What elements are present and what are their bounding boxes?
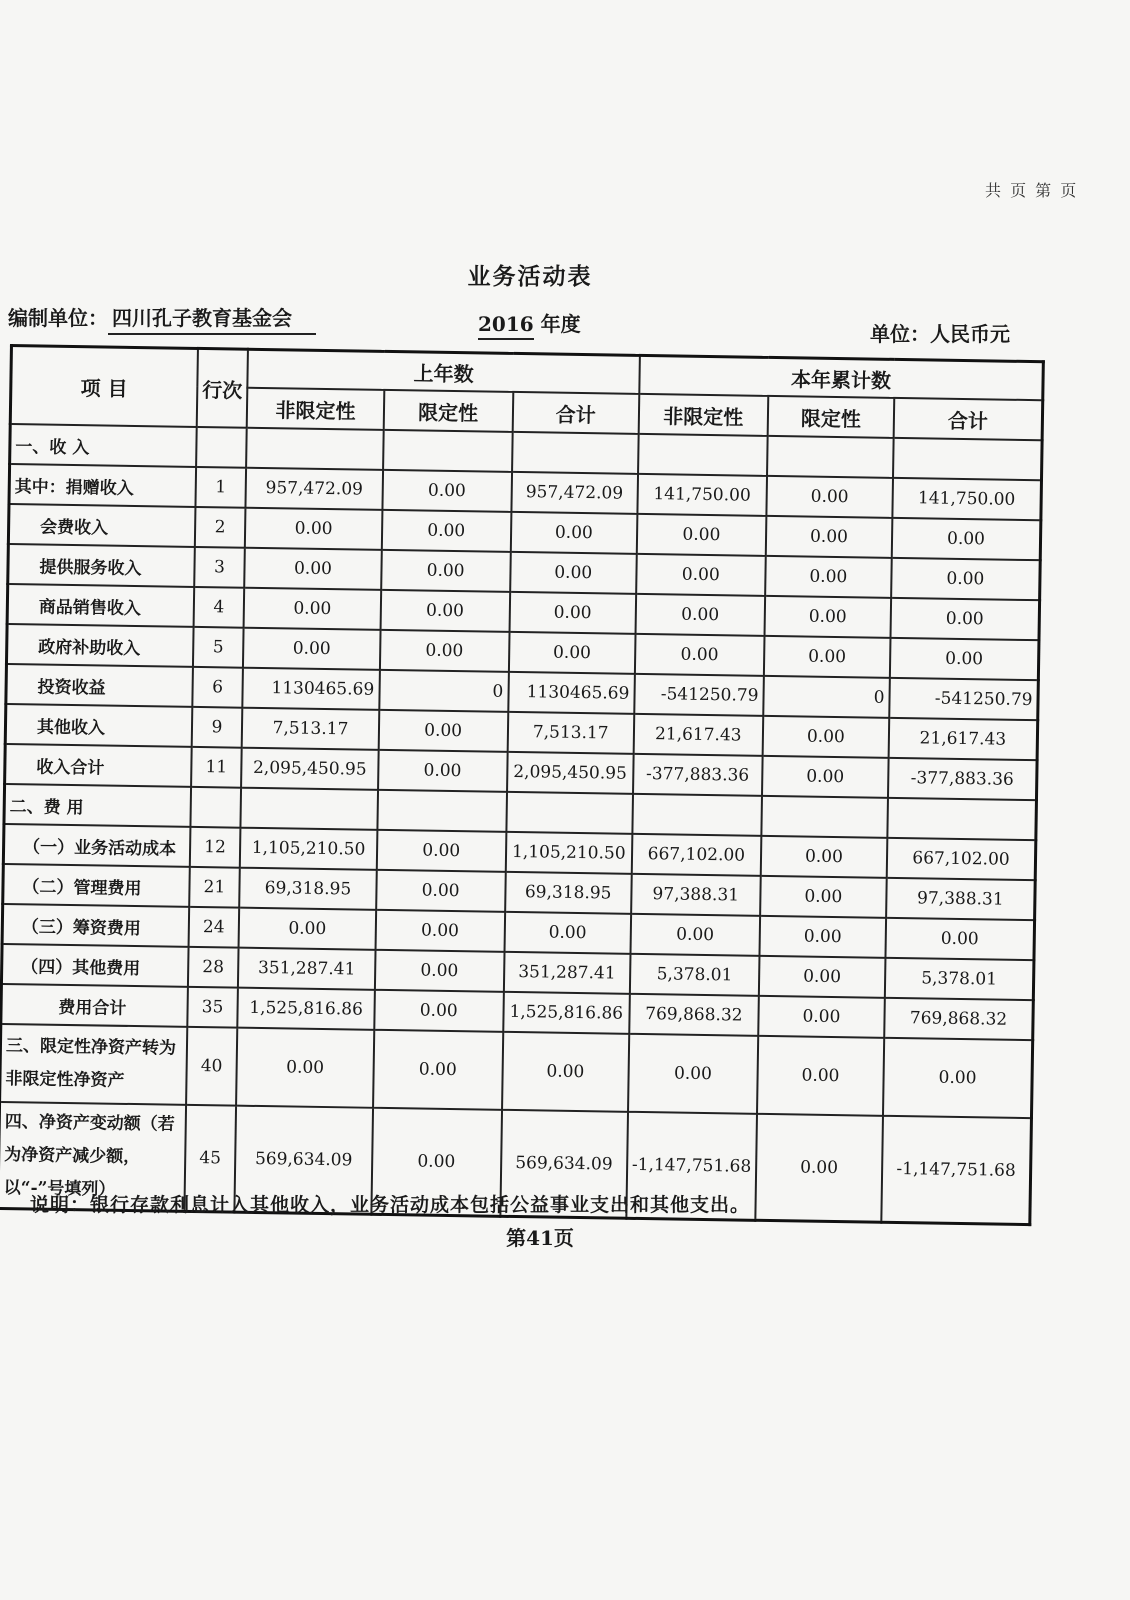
current-unrestricted: 0.00 <box>637 514 767 556</box>
year-line <box>478 308 581 340</box>
current-total: 21,617.43 <box>889 718 1038 760</box>
current-unrestricted: 21,617.43 <box>633 714 763 756</box>
current-total <box>887 798 1036 840</box>
row-item: 会费收入 <box>8 504 195 547</box>
prior-restricted: 0.00 <box>378 710 508 752</box>
current-total: 0.00 <box>890 638 1039 680</box>
header-current-unrestricted: 非限定性 <box>638 394 768 436</box>
current-total: 97,388.31 <box>886 878 1035 920</box>
current-unrestricted: -377,883.36 <box>633 754 763 796</box>
page-number: 第41页 <box>506 1226 574 1250</box>
prior-unrestricted: 7,513.17 <box>242 708 379 750</box>
activity-statement-table <box>0 344 1045 1226</box>
prior-unrestricted: 0.00 <box>243 628 380 670</box>
current-total: 769,868.32 <box>884 998 1033 1040</box>
table-container <box>0 344 1050 1226</box>
header-current-restricted: 限定性 <box>768 396 895 438</box>
prior-restricted: 0.00 <box>373 1030 503 1110</box>
prior-total: 0.00 <box>502 1032 629 1112</box>
footnote: 说明：银行存款利息计入其他收入，业务活动成本包括公益事业支出和其他支出。 <box>30 1194 751 1216</box>
current-restricted: 0.00 <box>764 636 891 678</box>
current-unrestricted: 769,868.32 <box>629 994 759 1036</box>
row-item: 三、限定性净资产转为非限定性净资产 <box>0 1024 187 1105</box>
org-name: 四川孔子教育基金会 <box>108 302 316 335</box>
prior-unrestricted: 69,318.95 <box>240 868 377 910</box>
prior-total: 1,525,816.86 <box>503 992 630 1034</box>
current-restricted: 0.00 <box>759 916 886 958</box>
current-restricted: 0.00 <box>761 836 888 878</box>
prior-total: 957,472.09 <box>511 472 638 514</box>
prior-restricted: 0.00 <box>381 550 511 592</box>
current-unrestricted: 0.00 <box>635 634 765 676</box>
row-item: 四、净资产变动额（若为净资产减少额，以“-”号填列） <box>0 1102 186 1211</box>
prior-restricted: 0.00 <box>376 830 506 872</box>
current-restricted: 0.00 <box>762 756 889 798</box>
current-total: 5,378.01 <box>885 958 1034 1000</box>
current-total: 0.00 <box>892 518 1041 560</box>
current-total: -541250.79 <box>889 678 1038 720</box>
prior-restricted: 0.00 <box>374 990 504 1032</box>
row-item: 一、收 入 <box>10 424 197 467</box>
prior-unrestricted: 0.00 <box>244 588 381 630</box>
current-total: 141,750.00 <box>892 478 1041 520</box>
header-item: 项 目 <box>10 346 197 427</box>
current-unrestricted: 667,102.00 <box>632 834 762 876</box>
current-restricted: 0.00 <box>763 716 890 758</box>
corner-mark: 共 页 第 页 <box>985 181 1079 200</box>
prior-unrestricted: 1130465.69 <box>243 668 380 710</box>
prior-unrestricted: 0.00 <box>245 548 382 590</box>
current-unrestricted: 0.00 <box>630 914 760 956</box>
org-label: 编制单位： <box>8 306 108 330</box>
row-item: 提供服务收入 <box>8 544 195 587</box>
prior-unrestricted: 0.00 <box>239 908 376 950</box>
current-unrestricted: 97,388.31 <box>631 874 761 916</box>
prior-total: 7,513.17 <box>507 712 634 754</box>
row-line-no: 4 <box>193 587 244 628</box>
prior-restricted <box>377 790 507 832</box>
row-line-no: 9 <box>191 707 242 748</box>
row-item: 收入合计 <box>5 744 192 787</box>
prior-restricted: 0.00 <box>376 870 506 912</box>
current-total: -1,147,751.68 <box>881 1116 1031 1225</box>
row-item: （二）管理费用 <box>3 864 190 907</box>
current-restricted: 0.00 <box>759 956 886 998</box>
current-unrestricted <box>632 794 762 836</box>
prior-restricted <box>383 430 513 472</box>
header-prior-year: 上年数 <box>248 349 640 394</box>
document-title: 业务活动表 <box>467 263 593 290</box>
current-unrestricted: 0.00 <box>636 554 766 596</box>
header-prior-total: 合计 <box>512 392 639 434</box>
row-line-no: 12 <box>189 827 240 868</box>
prior-unrestricted: 0.00 <box>245 508 382 550</box>
row-line-no: 21 <box>189 867 240 908</box>
prior-total: 0.00 <box>511 512 638 554</box>
prior-unrestricted: 569,634.09 <box>235 1106 373 1215</box>
current-unrestricted: 141,750.00 <box>637 474 767 516</box>
prior-restricted: 0.00 <box>382 470 512 512</box>
prior-restricted: 0.00 <box>380 630 510 672</box>
prior-total <box>506 792 633 834</box>
row-item: 其他收入 <box>5 704 192 747</box>
prior-unrestricted: 957,472.09 <box>246 468 383 510</box>
prior-restricted: 0.00 <box>371 1108 502 1217</box>
prior-unrestricted <box>241 788 378 830</box>
current-unrestricted: 0.00 <box>628 1034 758 1114</box>
row-item: 政府补助收入 <box>6 624 193 667</box>
current-restricted <box>767 436 894 478</box>
row-line-no <box>196 427 247 468</box>
prior-total: 69,318.95 <box>505 872 632 914</box>
row-line-no: 2 <box>194 507 245 548</box>
row-line-no <box>190 787 241 828</box>
prior-restricted: 0.00 <box>380 590 510 632</box>
current-unrestricted: -1,147,751.68 <box>626 1112 757 1221</box>
current-total: 0.00 <box>883 1038 1033 1118</box>
row-line-no: 3 <box>194 547 245 588</box>
current-total: -377,883.36 <box>888 758 1037 800</box>
prior-unrestricted: 0.00 <box>236 1028 373 1108</box>
row-item: （一）业务活动成本 <box>3 824 190 867</box>
current-total: 667,102.00 <box>887 838 1036 880</box>
row-item: 商品销售收入 <box>7 584 194 627</box>
current-unrestricted: 0.00 <box>635 594 765 636</box>
prior-total: 2,095,450.95 <box>507 752 634 794</box>
prior-total: 0.00 <box>509 592 636 634</box>
current-restricted: 0 <box>763 676 890 718</box>
current-restricted: 0.00 <box>764 596 891 638</box>
header-line-no: 行次 <box>196 348 248 427</box>
prior-restricted: 0 <box>379 670 509 712</box>
row-line-no: 45 <box>184 1105 236 1212</box>
row-item: 二、费 用 <box>4 784 191 827</box>
currency-unit: 单位：人民币元 <box>870 322 1010 346</box>
prior-unrestricted <box>246 428 383 470</box>
prior-total: 1130465.69 <box>508 672 635 714</box>
current-total: 0.00 <box>891 558 1040 600</box>
current-unrestricted: 5,378.01 <box>630 954 760 996</box>
year-suffix: 年度 <box>540 312 581 336</box>
prior-restricted: 0.00 <box>381 510 511 552</box>
current-restricted: 0.00 <box>755 1114 883 1222</box>
prior-unrestricted: 1,105,210.50 <box>240 828 377 870</box>
current-total: 0.00 <box>890 598 1039 640</box>
current-total <box>893 438 1042 480</box>
row-line-no: 11 <box>191 747 242 788</box>
prior-total: 351,287.41 <box>504 952 631 994</box>
prior-unrestricted: 2,095,450.95 <box>241 748 378 790</box>
row-line-no: 28 <box>187 947 238 988</box>
row-item: 费用合计 <box>1 984 188 1027</box>
row-line-no: 24 <box>188 907 239 948</box>
prior-restricted: 0.00 <box>378 750 508 792</box>
row-line-no: 6 <box>192 667 243 708</box>
current-restricted: 0.00 <box>758 996 885 1038</box>
row-item: 投资收益 <box>6 664 193 707</box>
current-restricted: 0.00 <box>765 556 892 598</box>
prior-total: 0.00 <box>510 552 637 594</box>
current-restricted: 0.00 <box>757 1036 884 1116</box>
prior-restricted: 0.00 <box>375 950 505 992</box>
row-item: 其中：捐赠收入 <box>9 464 196 507</box>
current-restricted <box>761 796 888 838</box>
prior-total <box>512 432 639 474</box>
header-prior-restricted: 限定性 <box>383 390 513 432</box>
prior-unrestricted: 351,287.41 <box>238 948 375 990</box>
prior-total: 569,634.09 <box>500 1110 628 1218</box>
prior-restricted: 0.00 <box>375 910 505 952</box>
row-line-no: 40 <box>186 1027 238 1106</box>
current-unrestricted: -541250.79 <box>634 674 764 716</box>
current-unrestricted <box>638 434 768 476</box>
current-restricted: 0.00 <box>760 876 887 918</box>
prior-unrestricted: 1,525,816.86 <box>238 988 375 1030</box>
row-line-no: 35 <box>187 987 238 1028</box>
header-current-year: 本年累计数 <box>639 355 1043 400</box>
year-value: 2016 <box>478 312 534 340</box>
row-line-no: 1 <box>195 467 246 508</box>
header-prior-unrestricted: 非限定性 <box>247 388 384 430</box>
current-restricted: 0.00 <box>766 476 893 518</box>
row-item: （四）其他费用 <box>1 944 188 987</box>
row-line-no: 5 <box>192 627 243 668</box>
prior-total: 0.00 <box>509 632 636 674</box>
prior-total: 1,105,210.50 <box>505 832 632 874</box>
current-total: 0.00 <box>885 918 1034 960</box>
header-current-total: 合计 <box>894 398 1043 440</box>
prior-total: 0.00 <box>504 912 631 954</box>
row-item: （三）筹资费用 <box>2 904 189 947</box>
current-restricted: 0.00 <box>766 516 893 558</box>
org-line <box>8 302 316 335</box>
